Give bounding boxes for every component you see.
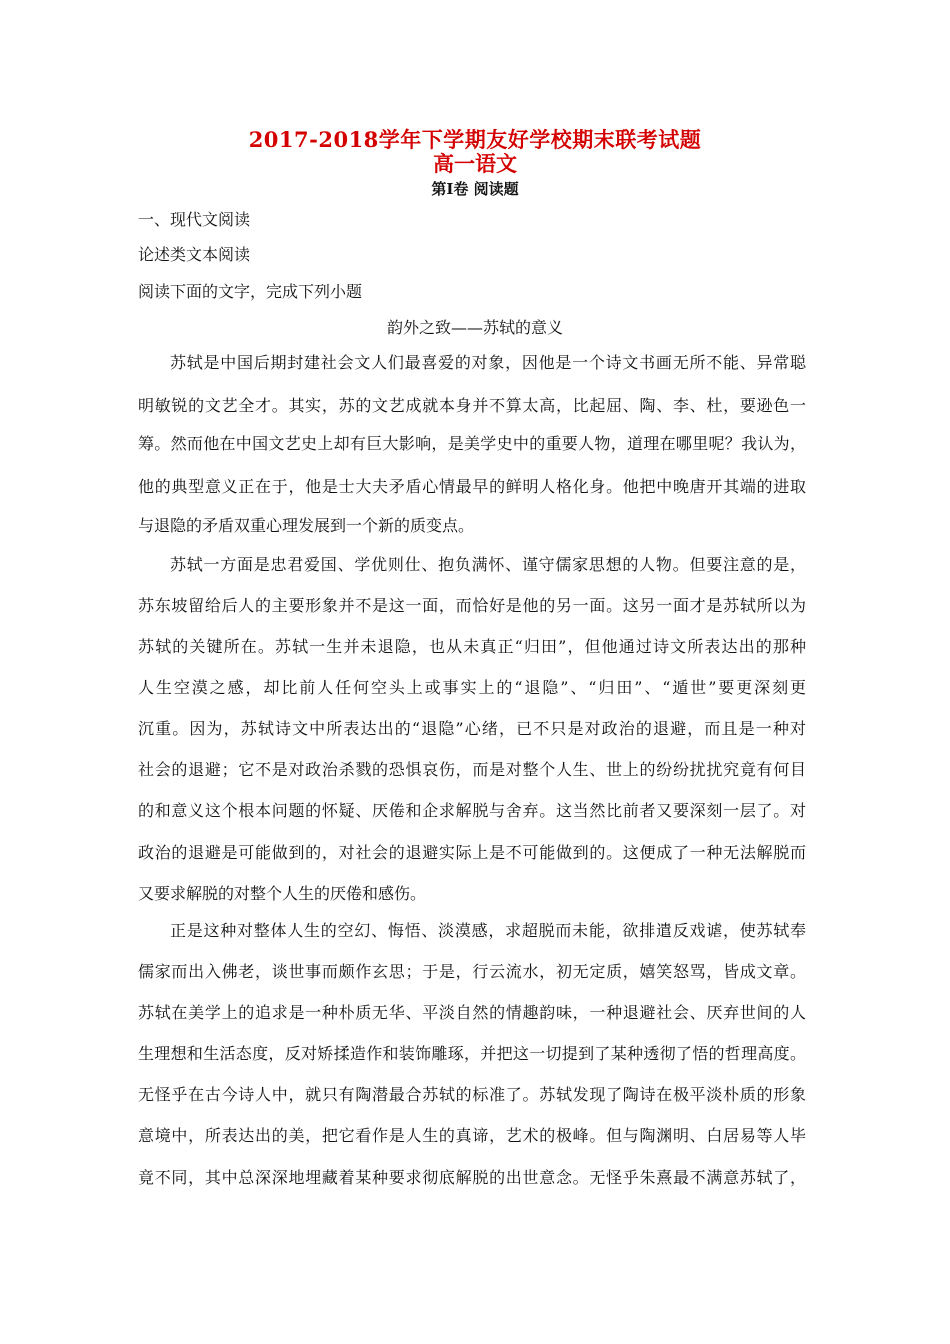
text-line: 苏轼在美学上的追求是一种朴质无华、平淡自然的情趣韵味，一种退避社会、厌弃世间的人 <box>138 1003 806 1022</box>
text-line: 政治的退避是可能做到的，对社会的退避实际上是不可能做到的。这便成了一种无法解脱而 <box>138 843 806 862</box>
text-line: 苏轼是中国后期封建社会文人们最喜爱的对象，因他是一个诗文书画无所不能、异常聪 <box>170 353 806 372</box>
section-heading: 一、现代文阅读 <box>138 210 251 229</box>
text-line: 筹。然而他在中国文艺史上却有巨大影响，是美学史中的重要人物，道理在哪里呢？我认为， <box>138 434 806 453</box>
text-line: 苏东坡留给后人的主要形象并不是这一面，而恰好是他的另一面。这另一面才是苏轼所以为 <box>138 596 806 615</box>
text-line: 正是这种对整体人生的空幻、悔悟、淡漠感，求超脱而未能，欲排遣反戏谑，使苏轼奉 <box>170 921 806 940</box>
exam-subject: 高一语文 <box>433 151 517 176</box>
text-line: 儒家而出入佛老，谈世事而颇作玄思；于是，行云流水，初无定质，嬉笑怒骂，皆成文章。 <box>138 962 806 981</box>
volume-heading: 第Ⅰ卷 阅读题 <box>431 180 519 198</box>
article-title: 韵外之致——苏轼的意义 <box>386 318 563 337</box>
text-line: 的和意义这个根本问题的怀疑、厌倦和企求解脱与舍弃。这当然比前者又要深刻一层了。对 <box>138 801 806 820</box>
text-line: 明敏锐的文艺全才。其实，苏的文艺成就本身并不算太高，比起屈、陶、李、杜，要逊色一 <box>138 396 806 415</box>
subsection-heading: 论述类文本阅读 <box>138 245 251 264</box>
text-line: 苏轼一方面是忠君爱国、学优则仕、抱负满怀、谨守儒家思想的人物。但要注意的是， <box>170 555 806 574</box>
text-line: 他的典型意义正在于，他是士大夫矛盾心情最早的鲜明人格化身。他把中晚唐开其端的进取 <box>138 477 806 496</box>
text-line: 又要求解脱的对整个人生的厌倦和感伤。 <box>138 884 427 903</box>
text-line: 无怪乎在古今诗人中，就只有陶潜最合苏轼的标准了。苏轼发现了陶诗在极平淡朴质的形象 <box>138 1085 806 1104</box>
text-line: 与退隐的矛盾双重心理发展到一个新的质变点。 <box>138 516 475 535</box>
text-line: 社会的退避；它不是对政治杀戮的恐惧哀伤，而是对整个人生、世上的纷纷扰扰究竟有何目 <box>138 760 806 779</box>
text-line: 人生空漠之感，却比前人任何空头上或事实上的“退隐”、“归田”、“遁世”要更深刻更 <box>138 678 806 697</box>
text-line: 意境中，所表达出的美，把它看作是人生的真谛，艺术的极峰。但与陶渊明、白居易等人毕 <box>138 1126 806 1145</box>
text-line: 苏轼的关键所在。苏轼一生并未退隐，也从未真正“归田”，但他通过诗文所表达出的那种 <box>138 637 806 656</box>
text-line: 生理想和生活态度，反对矫揉造作和装饰雕琢，并把这一切提到了某种透彻了悟的哲理高度。 <box>138 1044 806 1063</box>
exam-title: 2017-2018学年下学期友好学校期末联考试题 <box>248 127 702 152</box>
text-line: 竟不同，其中总深深地埋藏着某种要求彻底解脱的出世意念。无怪乎朱熹最不满意苏轼了， <box>138 1168 806 1187</box>
text-line: 沉重。因为，苏轼诗文中所表达出的“退隐”心绪，已不只是对政治的退避，而且是一种对 <box>138 719 806 738</box>
instruction-text: 阅读下面的文字，完成下列小题 <box>138 282 363 301</box>
